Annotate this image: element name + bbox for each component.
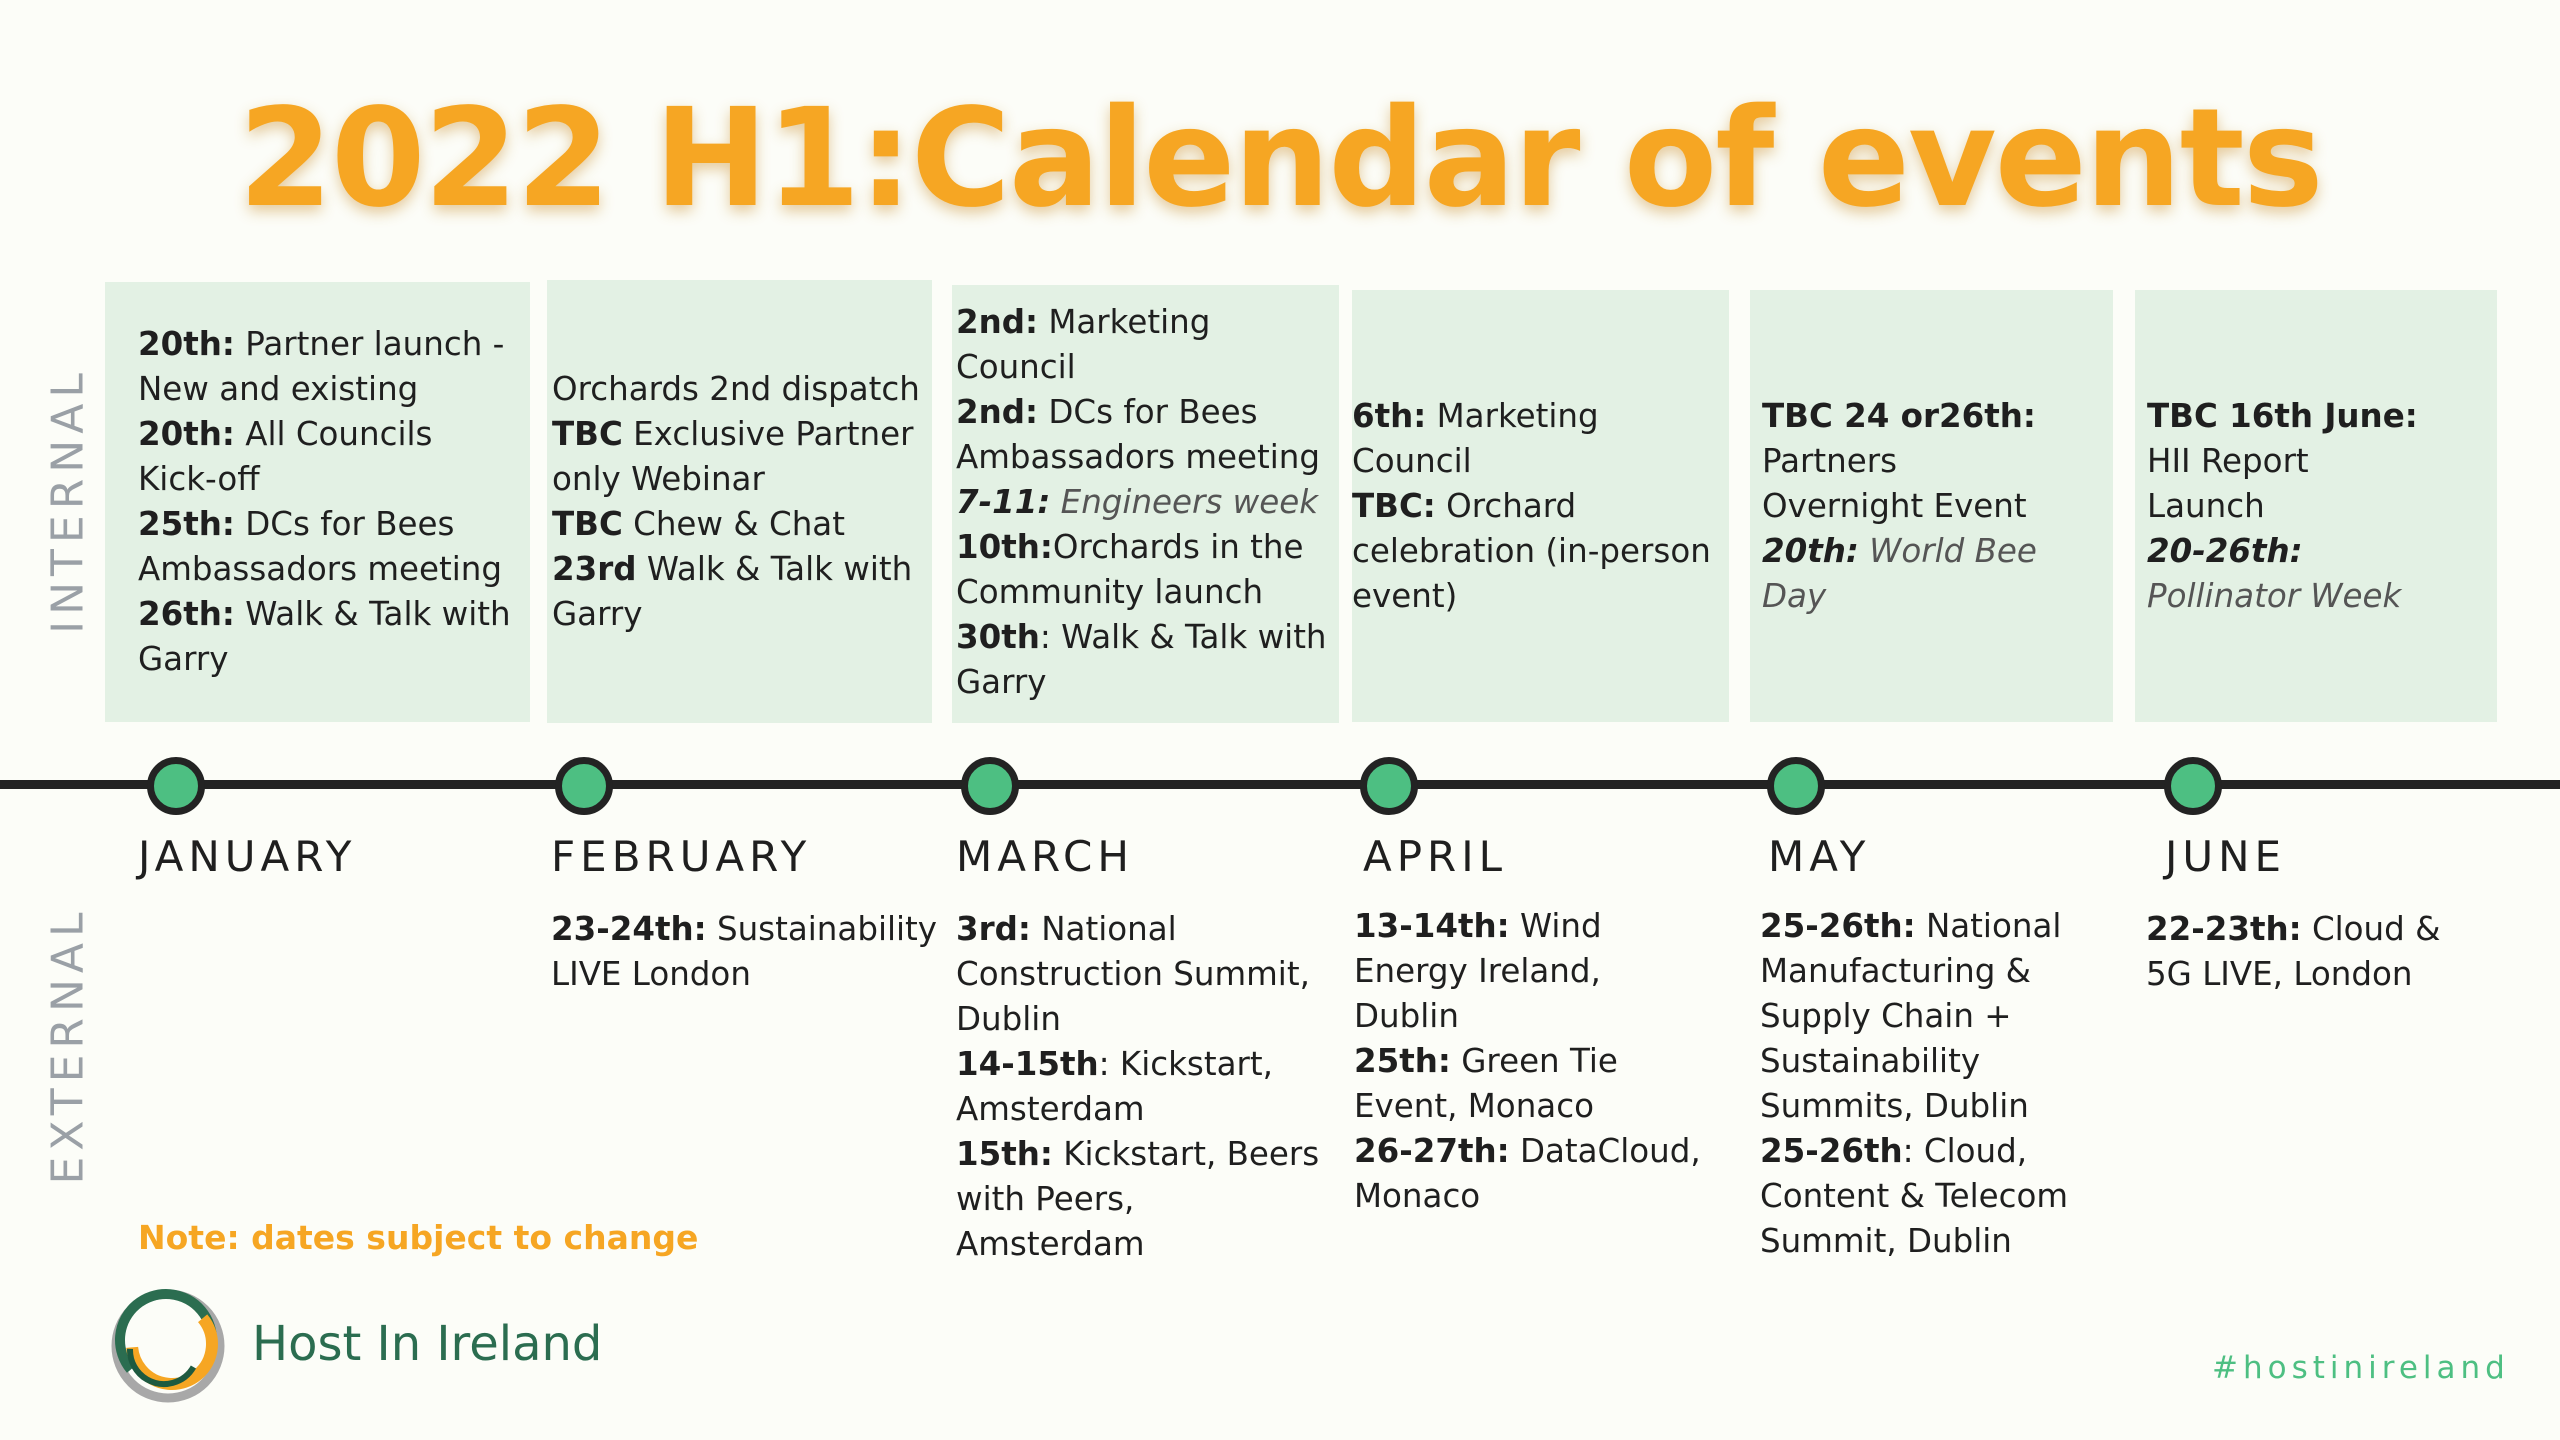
event-date: TBC [552,504,623,543]
event-text: Construction Summit, [956,955,1310,993]
event-text: Summits, Dublin [1760,1087,2029,1125]
timeline-dot-june [2164,757,2222,815]
event-text: Supply Chain + [1760,997,2012,1035]
event-text: Orchards 2nd dispatch [552,369,920,408]
event-text: Event, Monaco [1354,1087,1594,1125]
event-line [956,660,1339,705]
event-text: National [1915,907,2062,945]
event-text: Exclusive Partner [622,414,914,453]
event-line [1760,1219,2068,1264]
event-text: All Councils [234,415,433,453]
event-text: Green Tie [1450,1042,1618,1080]
event-line [2146,952,2440,997]
dates-note: Note: dates subject to change [138,1218,699,1257]
event-line [1762,439,2113,484]
event-text: Garry [552,594,643,633]
event-line [956,525,1339,570]
internal-box-february [547,280,932,723]
brand-name: Host In Ireland [252,1316,603,1372]
event-text: Walk & Talk with [636,549,913,588]
event-line [956,1042,1319,1087]
event-line [956,1087,1319,1132]
month-may: MAY [1768,832,1871,881]
event-line [138,457,530,502]
event-line [138,412,530,457]
event-line [956,570,1339,615]
event-text: Sustainability [706,910,938,948]
event-text: Amsterdam [956,1090,1145,1128]
event-text: : Kickstart, [1098,1045,1273,1083]
event-line [956,1177,1319,1222]
event-text: Garry [138,640,229,678]
event-text: Chew & Chat [622,504,845,543]
event-line [552,547,932,592]
event-text: Wind [1509,907,1602,945]
hashtag: #hostinireland [2212,1350,2510,1386]
event-line [552,592,932,637]
event-text: HII Report [2147,441,2309,480]
external-label: EXTERNAL [42,906,94,1185]
event-text: Marketing [1426,396,1599,435]
event-line [1354,949,1701,994]
event-line [2147,484,2497,529]
event-line [956,997,1319,1042]
event-text: Kickstart, Beers [1052,1135,1320,1173]
page-title: 2022 H1:Calendar of events [238,80,2322,238]
internal-box-june [2135,290,2497,722]
event-date: 25-26th: [1760,907,1916,945]
event-line [1760,904,2068,949]
event-text: Kick-off [138,460,260,498]
event-line [1354,1129,1701,1174]
event-text-italic: World Bee [1858,531,2037,570]
external-list-may [1760,904,2068,1264]
event-text: Community launch [956,573,1264,611]
event-date: 20th: [1762,531,1859,570]
internal-box-march [952,285,1339,723]
event-line [1760,994,2068,1039]
internal-box-may [1750,290,2113,722]
event-line [2147,394,2497,439]
event-date: 3rd: [956,910,1031,948]
event-date: 23-24th: [551,910,707,948]
timeline-dot-april [1360,757,1418,815]
event-text-italic: Engineers week [1050,483,1319,521]
event-line [2147,529,2497,574]
event-line [1352,529,1729,574]
event-text: Manufacturing & [1760,952,2032,990]
event-date: 20th: [138,415,235,453]
event-text: Partners [1762,441,1898,480]
event-date: 2nd: [956,393,1039,431]
event-line [1760,949,2068,994]
event-line [1354,994,1701,1039]
event-line [956,1222,1319,1267]
event-text-italic: Pollinator Week [2147,576,2402,615]
event-text: DCs for Bees [1038,393,1258,431]
event-date: 2nd: [956,303,1039,341]
event-line [552,502,932,547]
event-date: 26-27th: [1354,1132,1510,1170]
event-line [956,907,1319,952]
event-line [956,435,1339,480]
event-date: 26th: [138,595,235,633]
event-line [1760,1174,2068,1219]
event-date: TBC 16th June: [2147,396,2418,435]
event-date: 20th: [138,325,235,363]
event-line [956,615,1339,660]
event-line [551,952,937,997]
event-text: Dublin [956,1000,1061,1038]
event-text: Orchard [1435,486,1577,525]
event-text: Garry [956,663,1047,701]
timeline-dot-january [147,757,205,815]
event-text: Walk & Talk with [234,595,511,633]
event-text: 5G LIVE, London [2146,955,2413,993]
event-line [1760,1084,2068,1129]
event-line [1760,1129,2068,1174]
event-text: Orchards in the [1052,528,1304,566]
month-april: APRIL [1363,832,1508,881]
event-text: Council [1352,441,1472,480]
timeline-dot-march [961,757,1019,815]
event-line [138,322,530,367]
event-text: New and existing [138,370,419,408]
event-line [1762,484,2113,529]
event-text: : Walk & Talk with [1039,618,1327,656]
event-line [2147,439,2497,484]
event-line [1762,574,2113,619]
event-text: : Cloud, [1902,1132,2028,1170]
event-text: Marketing [1038,303,1211,341]
event-date: 23rd [552,549,637,588]
event-line [1354,1039,1701,1084]
event-text: celebration (in-person [1352,531,1711,570]
event-date: 22-23th: [2146,910,2302,948]
event-line [138,502,530,547]
event-text: Partner launch - [234,325,505,363]
event-line [138,547,530,592]
event-text: Content & Telecom [1760,1177,2069,1215]
event-text: event) [1352,576,1458,615]
event-text: Sustainability [1760,1042,1981,1080]
event-line [1762,529,2113,574]
event-text: Ambassadors meeting [138,550,503,588]
host-in-ireland-logo-icon [104,1280,234,1410]
internal-label: INTERNAL [42,367,94,634]
event-line [956,952,1319,997]
event-date: 13-14th: [1354,907,1510,945]
event-text: LIVE London [551,955,751,993]
event-date: TBC: [1352,486,1436,525]
month-march: MARCH [956,832,1134,881]
event-date: 25th: [1354,1042,1451,1080]
timeline-dot-february [555,757,613,815]
event-line [1352,394,1729,439]
event-text: only Webinar [552,459,765,498]
event-line [1760,1039,2068,1084]
external-list-april [1354,904,1701,1219]
month-june: JUNE [2165,832,2287,881]
event-line [1354,1084,1701,1129]
event-text-italic: Day [1762,576,1827,615]
event-line [956,1132,1319,1177]
event-line [552,412,932,457]
event-date: TBC 24 or26th: [1762,396,2036,435]
event-text: Energy Ireland, [1354,952,1601,990]
event-line [956,390,1339,435]
event-line [138,367,530,412]
event-text: DCs for Bees [234,505,455,543]
event-date: 14-15th [956,1045,1099,1083]
event-line [1352,574,1729,619]
event-line [138,592,530,637]
event-line [138,637,530,682]
event-line [1762,394,2113,439]
event-date: 6th: [1352,396,1427,435]
event-text: Dublin [1354,997,1459,1035]
event-text: Launch [2147,486,2265,525]
event-date: 30th [956,618,1040,656]
event-date: 25-26th [1760,1132,1903,1170]
month-january: JANUARY [138,832,357,881]
event-line [2146,907,2440,952]
event-text: DataCloud, [1509,1132,1701,1170]
event-date: TBC [552,414,623,453]
event-date: 7-11: [956,483,1051,521]
event-text: Ambassadors meeting [956,438,1321,476]
month-february: FEBRUARY [551,832,812,881]
event-text: Overnight Event [1762,486,2027,525]
event-text: Monaco [1354,1177,1481,1215]
event-line [551,907,937,952]
event-line [956,480,1339,525]
event-line [1354,904,1701,949]
external-list-february [551,907,937,997]
event-line [956,300,1339,345]
event-line [552,457,932,502]
event-date: 10th: [956,528,1053,566]
event-text: Cloud & [2301,910,2441,948]
event-date: 15th: [956,1135,1053,1173]
event-date: 25th: [138,505,235,543]
event-text: National [1030,910,1177,948]
event-text: with Peers, [956,1180,1135,1218]
event-line [1352,439,1729,484]
internal-box-january [105,282,530,722]
event-text: Summit, Dublin [1760,1222,2012,1260]
event-line [1352,484,1729,529]
event-line [956,345,1339,390]
event-line [1354,1174,1701,1219]
event-line [2147,574,2497,619]
event-text: Council [956,348,1076,386]
internal-box-april [1352,290,1729,722]
event-date: 20-26th: [2147,531,2303,570]
external-list-june [2146,907,2440,997]
external-list-march [956,907,1319,1267]
event-line [552,367,932,412]
event-text: Amsterdam [956,1225,1145,1263]
timeline-dot-may [1767,757,1825,815]
